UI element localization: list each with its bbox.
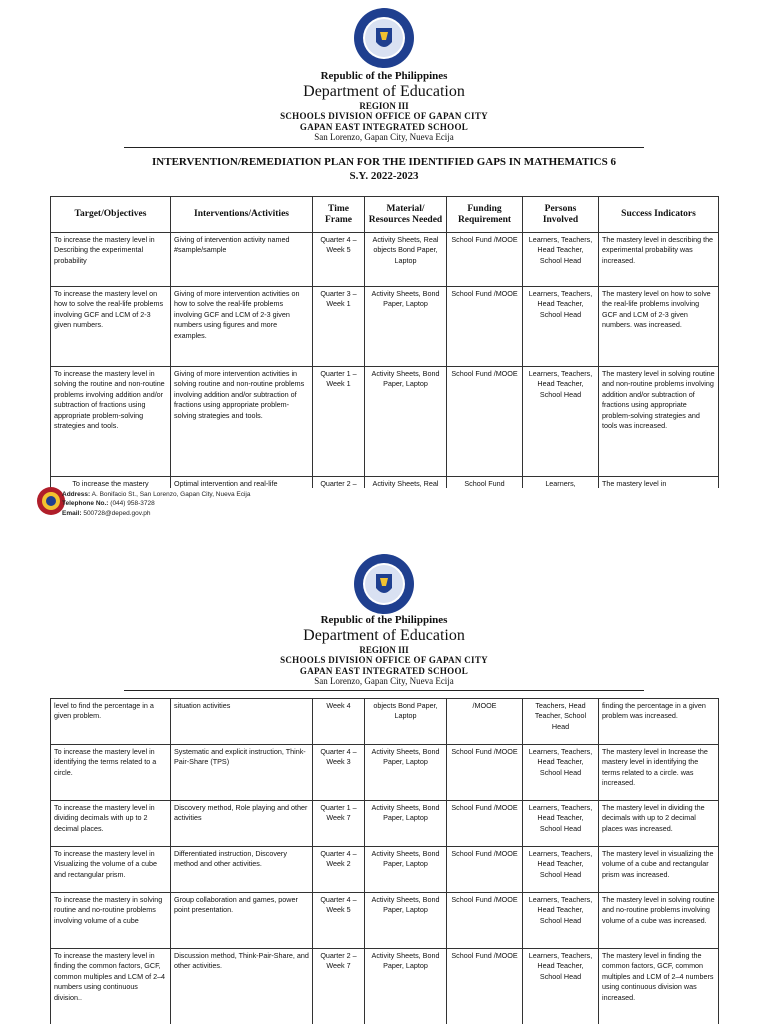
cell-intervention: Discussion method, Think-Pair-Share, and other activities.	[171, 949, 313, 1024]
republic-label: Republic of the Philippines	[320, 70, 448, 82]
cell-time-frame: Quarter 3 – Week 1	[313, 287, 365, 367]
table-row	[51, 893, 719, 949]
deped-seal-icon	[352, 6, 416, 70]
cell-funding: School Fund /MOOE	[447, 949, 523, 1024]
school-label: GAPAN EAST INTEGRATED SCHOOL	[299, 121, 469, 132]
footer-email	[62, 509, 251, 518]
cell-success: The mastery level in dividing the decimals with up to 2 decimal places was increased.	[599, 801, 719, 847]
col-header-funding: Funding Requirement	[447, 197, 523, 233]
footer-address-label: Address:	[62, 491, 91, 498]
cell-persons: Learners, Teachers, Head Teacher, School Head	[523, 287, 599, 367]
table-row	[51, 477, 719, 489]
cell-resources: Activity Sheets, Bond Paper, Laptop	[365, 893, 447, 949]
col-header-resources: Material/ Resources Needed	[365, 197, 447, 233]
cell-intervention: Group collaboration and games, power point presentation.	[171, 893, 313, 949]
department-label: Department of Education	[303, 626, 465, 644]
cell-persons: Learners,	[523, 477, 599, 489]
cell-funding: /MOOE	[447, 699, 523, 745]
plan-title-line-2: S.Y. 2022-2023	[349, 169, 419, 182]
school-label: GAPAN EAST INTEGRATED SCHOOL	[299, 665, 469, 676]
letterhead	[0, 70, 768, 142]
footer-contact	[62, 490, 251, 518]
cell-funding: School Fund /MOOE	[447, 745, 523, 801]
header-divider	[124, 147, 644, 148]
division-label: SCHOOLS DIVISION OFFICE OF GAPAN CITY	[280, 111, 488, 122]
region-label: REGION III	[359, 645, 409, 656]
cell-success: finding the percentage in a given problem was increased.	[599, 699, 719, 745]
page-gap	[0, 520, 768, 546]
cell-resources: Activity Sheets, Bond Paper, Laptop	[365, 287, 447, 367]
page-2	[0, 546, 768, 1024]
cell-intervention: Discovery method, Role playing and other activities	[171, 801, 313, 847]
plan-title	[0, 156, 768, 184]
cell-funding: School Fund /MOOE	[447, 801, 523, 847]
cell-persons: Learners, Teachers, Head Teacher, School Head	[523, 801, 599, 847]
cell-intervention: Giving of more intervention activities on how to solve the real-life problems involving GCF and LCM of 2-3 given numbers using figures and more examples.	[171, 287, 313, 367]
footer-telephone-label: Telephone No.:	[62, 500, 109, 508]
cell-resources: Activity Sheets, Bond Paper, Laptop	[365, 367, 447, 477]
cell-success: The mastery level in visualizing the volume of a cube and rectangular prism was increased.	[599, 847, 719, 893]
cell-success: The mastery level on how to solve the real-life problems involving GCF and LCM of 2-3 given numbers. was increased.	[599, 287, 719, 367]
table-row	[51, 801, 719, 847]
cell-success: The mastery level in describing the experimental probability was increased.	[599, 233, 719, 287]
footer-telephone	[62, 499, 251, 508]
table-row	[51, 367, 719, 477]
cell-resources: Activity Sheets, Bond Paper, Laptop	[365, 847, 447, 893]
cell-time-frame: Quarter 4 – Week 5	[313, 233, 365, 287]
cell-funding: School Fund /MOOE	[447, 847, 523, 893]
cell-time-frame: Quarter 1 – Week 7	[313, 801, 365, 847]
table-row	[51, 287, 719, 367]
col-header-target: Target/Objectives	[51, 197, 171, 233]
cell-intervention: Optimal intervention and real-life	[171, 477, 313, 489]
cell-funding: School Fund /MOOE	[447, 287, 523, 367]
cell-funding: School Fund	[447, 477, 523, 489]
footer-address-value: A. Bonifacio St., San Lorenzo, Gapan City, Nueva Ecija	[91, 491, 251, 498]
cell-target: To increase the mastery level in Visualizing the volume of a cube and rectangular prism.	[51, 847, 171, 893]
cell-resources: objects Bond Paper, Laptop	[365, 699, 447, 745]
table-row	[51, 745, 719, 801]
cell-time-frame: Week 4	[313, 699, 365, 745]
cell-time-frame: Quarter 2 – Week 7	[313, 949, 365, 1024]
cell-success: The mastery level in Increase the mastery level in identifying the terms related to a circle. was increased.	[599, 745, 719, 801]
cell-time-frame: Quarter 4 – Week 3	[313, 745, 365, 801]
cell-time-frame: Quarter 4 – Week 5	[313, 893, 365, 949]
cell-target: To increase the mastery level in solving the routine and non-routine problems involving addition and/or subtraction of fractions using appropriate problem-solving strategies and tools.	[51, 367, 171, 477]
cell-target: To increase the mastery level on how to solve the real-life problems involving GCF and LCM of 2-3 given numbers.	[51, 287, 171, 367]
cell-time-frame: Quarter 4 – Week 2	[313, 847, 365, 893]
intervention-table-page-1	[50, 196, 719, 488]
footer-telephone-value: (044) 958-3728	[110, 500, 155, 508]
cell-persons: Learners, Teachers, Head Teacher, School Head	[523, 893, 599, 949]
col-header-persons: Persons Involved	[523, 197, 599, 233]
cell-time-frame: Quarter 1 – Week 1	[313, 367, 365, 477]
school-address: San Lorenzo, Gapan City, Nueva Ecija	[314, 132, 454, 143]
table-clip-page-2	[0, 546, 768, 1024]
cell-persons: Learners, Teachers, Head Teacher, School Head	[523, 745, 599, 801]
table-clip-page-1	[0, 196, 768, 488]
col-header-success: Success Indicators	[599, 197, 719, 233]
cell-persons: Learners, Teachers, Head Teacher, School Head	[523, 367, 599, 477]
region-label: REGION III	[359, 101, 409, 112]
cell-resources: Activity Sheets, Bond Paper, Laptop	[365, 745, 447, 801]
footer-address	[62, 490, 251, 499]
footer-email-value: 500728@deped.gov.ph	[83, 509, 151, 517]
cell-resources: Activity Sheets, Bond Paper, Laptop	[365, 801, 447, 847]
cell-target: level to find the percentage in a given problem.	[51, 699, 171, 745]
plan-title-line-1: INTERVENTION/REMEDIATION PLAN FOR THE IDENTIFIED GAPS IN MATHEMATICS 6	[152, 156, 616, 168]
cell-intervention: Systematic and explicit instruction, Think-Pair-Share (TPS)	[171, 745, 313, 801]
cell-resources: Activity Sheets, Real	[365, 477, 447, 489]
col-header-time-frame: Time Frame	[313, 197, 365, 233]
cell-intervention: Giving of intervention activity named #sample/sample	[171, 233, 313, 287]
cell-target: To increase the mastery level in identifying the terms related to a circle.	[51, 745, 171, 801]
cell-funding: School Fund /MOOE	[447, 233, 523, 287]
intervention-table-page-2	[50, 698, 719, 1024]
table-row	[51, 699, 719, 745]
cell-success: The mastery level in	[599, 477, 719, 489]
cell-persons: Learners, Teachers, Head Teacher, School Head	[523, 949, 599, 1024]
cell-target: To increase the mastery level in dividing decimals with up to 2 decimal places.	[51, 801, 171, 847]
cell-time-frame: Quarter 2 –	[313, 477, 365, 489]
cell-funding: School Fund /MOOE	[447, 893, 523, 949]
cell-resources: Activity Sheets, Bond Paper, Laptop	[365, 949, 447, 1024]
cell-target: To increase the mastery level in finding the common factors, GCF, common multiples and LCM of 2–4 numbers using continuous division..	[51, 949, 171, 1024]
cell-target: To increase the mastery	[51, 477, 171, 489]
cell-target: To increase the mastery in solving routine and no-routine problems involving volume of a cube	[51, 893, 171, 949]
col-header-interventions: Interventions/Activities	[171, 197, 313, 233]
table-row	[51, 847, 719, 893]
table-row	[51, 949, 719, 1024]
cell-funding: School Fund /MOOE	[447, 367, 523, 477]
republic-label: Republic of the Philippines	[320, 614, 448, 626]
department-label: Department of Education	[303, 82, 465, 100]
cell-intervention: situation activities	[171, 699, 313, 745]
table-row	[51, 233, 719, 287]
cell-intervention: Giving of more intervention activities in solving routine and non-routine problems involving addition and/or subtraction of fractions using appropriate problem-solving strategies and tools.	[171, 367, 313, 477]
cell-success: The mastery level in finding the common factors, GCF, common multiples and LCM of 2–4 numbers using continuous division was increased.	[599, 949, 719, 1024]
cell-persons: Learners, Teachers, Head Teacher, School Head	[523, 847, 599, 893]
footer-email-label: Email:	[62, 509, 82, 517]
division-label: SCHOOLS DIVISION OFFICE OF GAPAN CITY	[280, 655, 488, 666]
cell-resources: Activity Sheets, Real objects Bond Paper, Laptop	[365, 233, 447, 287]
cell-persons: Learners, Teachers, Head Teacher, School Head	[523, 233, 599, 287]
school-address: San Lorenzo, Gapan City, Nueva Ecija	[314, 676, 454, 687]
cell-intervention: Differentiated instruction, Discovery method and other activities.	[171, 847, 313, 893]
cell-target: To increase the mastery level in Describing the experimental probability	[51, 233, 171, 287]
cell-success: The mastery level in solving routine and no-routine problems involving volume of a cube was increased.	[599, 893, 719, 949]
cell-success: The mastery level in solving routine and non-routine problems involving addition and/or subtraction of fractions using appropriate problem-solving strategies and tools was increased.	[599, 367, 719, 477]
cell-persons: Teachers, Head Teacher, School Head	[523, 699, 599, 745]
